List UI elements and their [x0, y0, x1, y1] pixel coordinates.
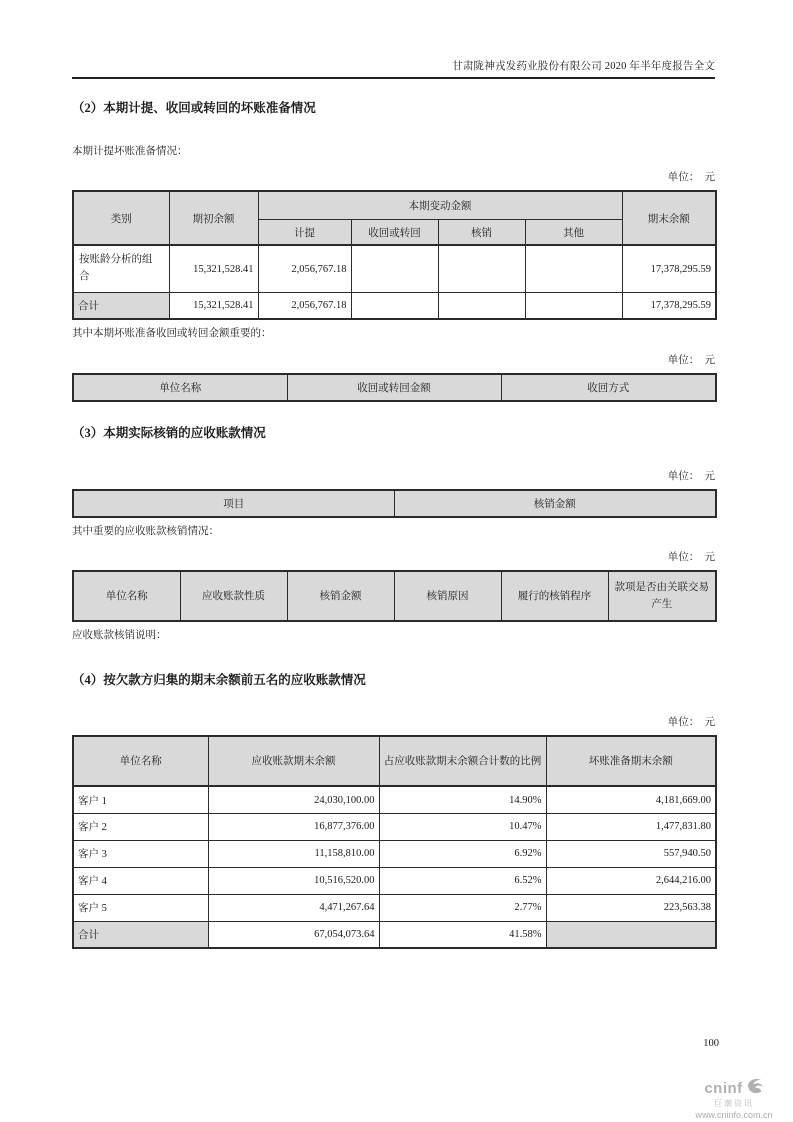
cell-baddebt: 4,181,669.00 — [546, 786, 716, 813]
cninfo-caption-text: 巨潮资讯 — [714, 1099, 754, 1108]
cell-balance: 67,054,073.64 — [208, 921, 379, 948]
cell-percentage: 10.47% — [379, 813, 546, 840]
writeoff-detail-note-text: 其中重要的应收账款核销情况： — [72, 525, 219, 537]
table-row — [73, 840, 716, 867]
cell-recover — [351, 292, 438, 319]
cell-baddebt: 223,563.38 — [546, 894, 716, 921]
page-content — [72, 0, 715, 949]
col-header-category: 类别 — [73, 191, 169, 245]
cell-baddebt — [546, 921, 716, 948]
cell-customer: 客户 4 — [73, 867, 208, 894]
writeoff-table — [72, 489, 717, 518]
table-total-row — [73, 921, 716, 948]
writeoff-detail-table — [72, 570, 717, 622]
col-header-related-party: 款项是否由关联交易产生 — [608, 571, 716, 621]
recover-table — [72, 373, 717, 402]
cell-customer: 客户 2 — [73, 813, 208, 840]
cell-customer: 客户 3 — [73, 840, 208, 867]
cell-category: 按账龄分析的组合 — [73, 245, 169, 292]
cell-other — [525, 292, 622, 319]
page-number: 100 — [703, 1038, 719, 1049]
unit-label: 单位： 元 — [667, 717, 715, 729]
col-header-entity-name: 单位名称 — [73, 736, 208, 786]
cell-balance: 16,877,376.00 — [208, 813, 379, 840]
recover-note-text: 其中本期坏账准备收回或转回金额重要的： — [72, 328, 272, 340]
col-header-change-group: 本期变动金额 — [258, 191, 622, 219]
table-row — [73, 894, 716, 921]
unit-label: 单位： 元 — [667, 552, 715, 564]
cell-writeoff — [438, 292, 525, 319]
cell-recover — [351, 245, 438, 292]
cninfo-logo — [682, 1076, 786, 1120]
section-2-heading: （2）本期计提、收回或转回的坏账准备情况 — [72, 101, 316, 115]
cell-baddebt: 2,644,216.00 — [546, 867, 716, 894]
cninfo-url-text: www.cninfo.com.cn — [695, 1110, 773, 1120]
cell-balance: 10,516,520.00 — [208, 867, 379, 894]
col-header-entity-name: 单位名称 — [73, 571, 180, 621]
col-header-writeoff-amount: 核销金额 — [287, 571, 394, 621]
col-header-accrual: 计提 — [258, 219, 351, 245]
col-header-receivable-nature: 应收账款性质 — [180, 571, 287, 621]
unit-label: 单位： 元 — [667, 354, 715, 366]
col-header-recover-amount: 收回或转回金额 — [287, 374, 501, 401]
cell-percentage: 6.52% — [379, 867, 546, 894]
col-header-writeoff-amount: 核销金额 — [394, 490, 716, 517]
cell-balance: 4,471,267.64 — [208, 894, 379, 921]
header-rule — [72, 77, 715, 79]
section-4-heading: （4）按欠款方归集的期末余额前五名的应收账款情况 — [72, 672, 366, 687]
table-row — [73, 813, 716, 840]
table-total-row — [73, 292, 716, 319]
provision-intro-text: 本期计提坏账准备情况： — [72, 145, 188, 157]
cell-total-label: 合计 — [73, 921, 208, 948]
col-header-entity-name: 单位名称 — [73, 374, 287, 401]
top5-receivables-table — [72, 735, 717, 949]
writeoff-explain-text: 应收账款核销说明： — [72, 630, 167, 642]
unit-label: 单位： 元 — [667, 172, 715, 184]
cell-percentage: 6.92% — [379, 840, 546, 867]
report-header-title: 甘肃陇神戎发药业股份有限公司 2020 年半年度报告全文 — [452, 61, 715, 72]
col-header-other: 其他 — [525, 219, 622, 245]
cell-percentage: 2.77% — [379, 894, 546, 921]
col-header-recover: 收回或转回 — [351, 219, 438, 245]
table-row — [73, 245, 716, 292]
col-header-closing-balance: 期末余额 — [622, 191, 716, 245]
cell-other — [525, 245, 622, 292]
cell-baddebt: 557,940.50 — [546, 840, 716, 867]
unit-label: 单位： 元 — [667, 470, 715, 482]
col-header-percentage: 占应收账款期末余额合计数的比例 — [379, 736, 546, 786]
cell-category: 合计 — [73, 292, 169, 319]
cell-opening: 15,321,528.41 — [169, 245, 258, 292]
col-header-baddebt-closing: 坏账准备期末余额 — [546, 736, 716, 786]
cell-accrual: 2,056,767.18 — [258, 245, 351, 292]
col-header-closing-balance: 应收账款期末余额 — [208, 736, 379, 786]
cell-percentage: 41.58% — [379, 921, 546, 948]
cell-closing: 17,378,295.59 — [622, 245, 716, 292]
provision-table — [72, 190, 717, 320]
cell-customer: 客户 1 — [73, 786, 208, 813]
table-row — [73, 867, 716, 894]
cell-opening: 15,321,528.41 — [169, 292, 258, 319]
cell-balance: 11,158,810.00 — [208, 840, 379, 867]
col-header-opening-balance: 期初余额 — [169, 191, 258, 245]
section-3-heading: （3）本期实际核销的应收账款情况 — [72, 425, 266, 440]
col-header-writeoff-procedure: 履行的核销程序 — [501, 571, 608, 621]
cell-balance: 24,030,100.00 — [208, 786, 379, 813]
cell-closing: 17,378,295.59 — [622, 292, 716, 319]
table-row — [73, 786, 716, 813]
col-header-writeoff: 核销 — [438, 219, 525, 245]
cell-baddebt: 1,477,831.80 — [546, 813, 716, 840]
cell-writeoff — [438, 245, 525, 292]
col-header-item: 项目 — [73, 490, 394, 517]
col-header-writeoff-reason: 核销原因 — [394, 571, 501, 621]
cninfo-swirl-icon — [745, 1076, 764, 1100]
cninfo-brand-text: cninf — [704, 1079, 743, 1097]
col-header-recover-method: 收回方式 — [501, 374, 716, 401]
cell-percentage: 14.90% — [379, 786, 546, 813]
cell-customer: 客户 5 — [73, 894, 208, 921]
cell-accrual: 2,056,767.18 — [258, 292, 351, 319]
